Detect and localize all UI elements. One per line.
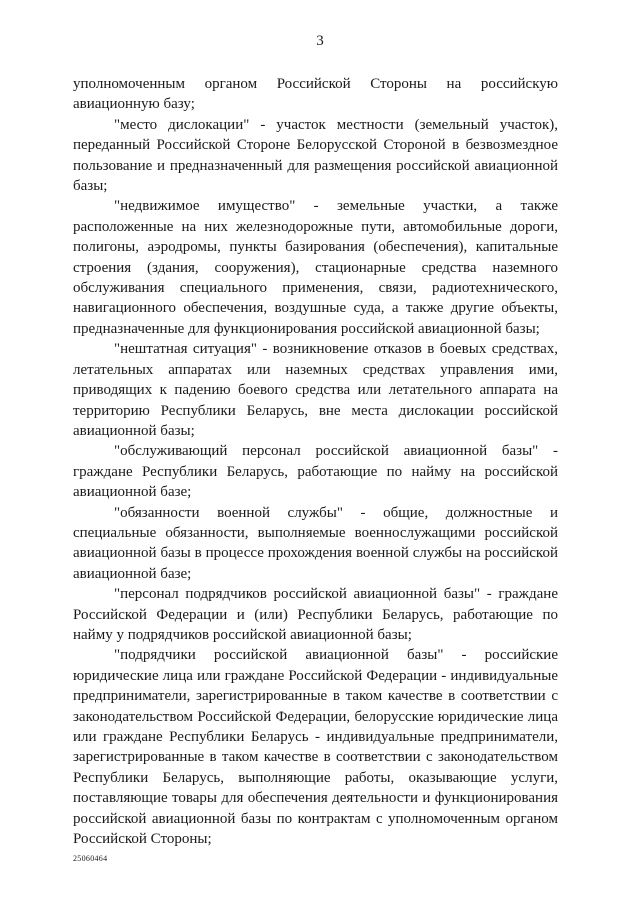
definition-service-personnel: "обслуживающий персонал российской авиационной базы" - граждане Республики Беларусь, работающие по найму на российской авиационной базе; [73, 443, 558, 501]
paragraph-continuation: уполномоченным органом Российской Стороны на российскую авиационную базу; [73, 76, 558, 113]
definition-deployment-site: "место дислокации" - участок местности (земельный участок), переданный Российской Стороне Белорусской Стороной в безвозмездное пользование и предназначенный для размещения российской авиационной базы; [73, 116, 558, 195]
definition-military-duties: "обязанности военной службы" - общие, должностные и специальные обязанности, выполняемые военнослужащими российской авиационной базы в процессе прохождения военной службы на российской авиационной базе; [73, 504, 558, 582]
page-number: 3 [316, 33, 324, 49]
document-code: 25060464 [73, 854, 108, 863]
definition-contractors: "подрядчики российской авиационной базы" - российские юридические лица или граждане Российской Федерации - индивидуальные предприниматели, зарегистрированные в таком качестве в соответствии с законодательством Российской Федерации, белорусские юридические лица или граждане Республики Беларусь - индивидуальные предприниматели, зарегистрированные в таком качестве в соответствии с законодательством Республики Беларусь, выполняющие работы, оказывающие услуги, поставляющие товары для обеспечения деятельности и функционирования российской авиационной базы по контрактам с уполномоченным органом Российской Стороны; [73, 647, 558, 848]
definition-contractor-personnel: "персонал подрядчиков российской авиационной базы" - граждане Российской Федерации и (или) Республики Беларусь, работающие по найму у подрядчиков российской авиационной базы; [73, 586, 558, 643]
document-body [73, 74, 558, 849]
definition-emergency-situation: "нештатная ситуация" - возникновение отказов в боевых средствах, летательных аппаратах или наземных средствах управления ими, приводящих к падению боевого средства или летательного аппарата на территорию Республики Беларусь, вне места дислокации российской авиационной базы; [73, 341, 558, 439]
definition-real-estate: "недвижимое имущество" - земельные участки, а также расположенные на них железнодорожные пути, автомобильные дороги, полигоны, аэродромы, пункты базирования (обеспечения), капитальные строения (здания, сооружения), стационарные средства наземного обслуживания специального применения, связи, радиотехнического, навигационного обеспечения, воздушные суда, а также другие объекты, предназначенные для функционирования российской авиационной базы; [73, 198, 558, 337]
